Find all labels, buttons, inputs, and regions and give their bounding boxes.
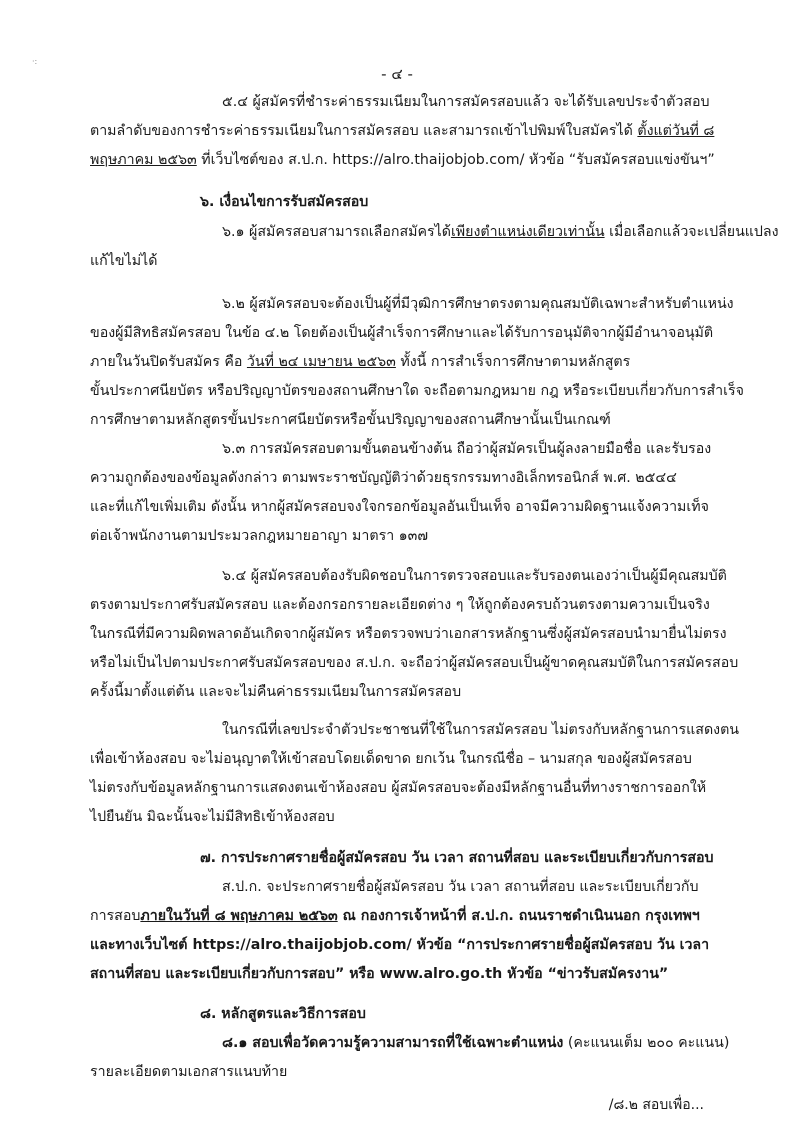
- s5-4-date-end: พฤษภาคม ๒๕๖๓: [90, 152, 197, 168]
- s7-line-2-b: ณ กองการเจ้าหน้าที่ ส.ป.ก. ถนนราชดำเนินนอก กรุงเทพฯ: [337, 908, 700, 924]
- s6-2-line-4: ขั้นประกาศนียบัตร หรือปริญญาบัตรของสถานศึกษาใด จะถือตามกฎหมาย กฎ หรือระเบียบเกี่ยวกับการสำเร็จ: [90, 383, 744, 399]
- s6-1-a: ๖.๑ ผู้สมัครสอบสามารถเลือกสมัครได้: [222, 224, 451, 240]
- s7-heading: ๗. การประกาศรายชื่อผู้สมัครสอบ วัน เวลา สถานที่สอบ และระเบียบเกี่ยวกับการสอบ: [200, 850, 714, 866]
- s6-5-line-1: ในกรณีที่เลขประจำตัวประชาชนที่ใช้ในการสมัครสอบ ไม่ตรงกับหลักฐานการแสดงตน: [222, 722, 740, 738]
- s6-heading: ๖. เงื่อนไขการรับสมัครสอบ: [200, 194, 369, 210]
- s6-3-line-2: ความถูกต้องของข้อมูลดังกล่าว ตามพระราชบัญญัติว่าด้วยธุรกรรมทางอิเล็กทรอนิกส์ พ.ศ. ๒๕๔๔: [90, 470, 677, 486]
- s7-line-2-a: การสอบ: [90, 908, 141, 924]
- s6-2-b: ทั้งนี้ การสำเร็จการศึกษาตามหลักสูตร: [395, 354, 631, 370]
- s6-1-b: เมื่อเลือกแล้วจะเปลี่ยนแปลง: [604, 224, 779, 240]
- s8-1-line-2: รายละเอียดตามเอกสารแนบท้าย: [90, 1064, 288, 1080]
- s6-4-line-5: ครั้งนี้มาตั้งแต่ต้น และจะไม่คืนค่าธรรมเนียมในการสมัครสอบ: [90, 684, 462, 700]
- s7-line-2: [90, 906, 700, 926]
- s5-4-line-3: [90, 150, 715, 170]
- s6-4-line-1: ๖.๔ ผู้สมัครสอบต้องรับผิดชอบในการตรวจสอบและรับรองตนเองว่าเป็นผู้มีคุณสมบัติ: [222, 568, 727, 584]
- s8-1-title: ๘.๑ สอบเพื่อวัดความรู้ความสามารถที่ใช้เฉพาะตำแหน่ง: [222, 1035, 564, 1051]
- s6-3-line-1: ๖.๓ การสมัครสอบตามขั้นตอนข้างต้น ถือว่าผู้สมัครเป็นผู้ลงลายมือชื่อ และรับรอง: [222, 441, 712, 457]
- s5-4-line-2: [90, 121, 714, 141]
- s6-4-line-2: ตรงตามประกาศรับสมัครสอบ และต้องกรอกรายละเอียดต่าง ๆ ให้ถูกต้องครบถ้วนตรงตามความเป็นจริง: [90, 597, 710, 613]
- s6-5-line-3: ไม่ตรงกับข้อมูลหลักฐานการแสดงตนเข้าห้องสอบ ผู้สมัครสอบจะต้องมีหลักฐานอื่นที่ทางราชการออกให้: [90, 780, 707, 796]
- margin-marks: ·:: [32, 57, 38, 66]
- s6-1-underlined: เพียงตำแหน่งเดียวเท่านั้น: [450, 224, 605, 240]
- s6-5-line-2: เพื่อเข้าห้องสอบ จะไม่อนุญาตให้เข้าสอบโดยเด็ดขาด ยกเว้น ในกรณีชื่อ – นามสกุล ของผู้สมัครสอบ: [90, 751, 692, 767]
- s6-2-deadline: วันที่ ๒๔ เมษายน ๒๕๖๓: [246, 354, 396, 370]
- s6-4-line-4: หรือไม่เป็นไปตามประกาศรับสมัครสอบของ ส.ป.ก. จะถือว่าผู้สมัครสอบเป็นผู้ขาดคุณสมบัติในการสมัครสอบ: [90, 655, 739, 671]
- page-number: - ๔ -: [381, 65, 413, 83]
- continued-ref: /๘.๒ สอบเพื่อ...: [608, 1097, 704, 1113]
- s6-4-line-3: ในกรณีที่มีความผิดพลาดอันเกิดจากผู้สมัคร หรือตรวจพบว่าเอกสารหลักฐานซึ่งผู้สมัครสอบนำมายื่นไม่ตรง: [90, 626, 727, 642]
- s7-line-4: สถานที่สอบ และระเบียบเกี่ยวกับการสอบ” หรือ www.alro.go.th หัวข้อ “ข่าวรับสมัครงาน”: [90, 966, 669, 982]
- s7-line-3: และทางเว็บไซต์ https://alro.thaijobjob.com/ หัวข้อ “การประกาศรายชื่อผู้สมัครสอบ วัน เวลา: [90, 937, 710, 953]
- s8-1-line-1: [222, 1033, 729, 1053]
- s6-3-line-3: และที่แก้ไขเพิ่มเติม ดังนั้น หากผู้สมัครสอบจงใจกรอกข้อมูลอันเป็นเท็จ อาจมีความผิดฐานแจ้งความเท็จ: [90, 499, 709, 515]
- s6-1-line-2: แก้ไขไม่ได้: [90, 253, 158, 269]
- s8-heading: ๘. หลักสูตรและวิธีการสอบ: [200, 1006, 366, 1022]
- s6-3-line-4: ต่อเจ้าพนักงานตามประมวลกฎหมายอาญา มาตรา ๑๓๗: [90, 528, 429, 544]
- s8-1-score: (คะแนนเต็ม ๒๐๐ คะแนน): [563, 1035, 730, 1051]
- s6-5-line-4: ไปยืนยัน มิฉะนั้นจะไม่มีสิทธิเข้าห้องสอบ: [90, 809, 335, 825]
- s5-4-date-start: ตั้งแต่วันที่ ๘: [637, 123, 715, 139]
- s6-2-a: ภายในวันปิดรับสมัคร คือ: [90, 354, 247, 370]
- s6-2-line-3: [90, 352, 630, 372]
- s5-4-line-3-text: ที่เว็บไซต์ของ ส.ป.ก. https://alro.thaijobjob.com/ หัวข้อ “รับสมัครสอบแข่งขันฯ”: [196, 152, 715, 168]
- s5-4-line-1: ๕.๔ ผู้สมัครที่ชำระค่าธรรมเนียมในการสมัครสอบแล้ว จะได้รับเลขประจำตัวสอบ: [222, 94, 710, 110]
- s5-4-line-2-text: ตามลำดับของการชำระค่าธรรมเนียมในการสมัครสอบ และสามารถเข้าไปพิมพ์ใบสมัครได้: [90, 123, 633, 139]
- s7-line-1: ส.ป.ก. จะประกาศรายชื่อผู้สมัครสอบ วัน เวลา สถานที่สอบ และระเบียบเกี่ยวกับ: [222, 879, 699, 895]
- s6-2-line-5: การศึกษาตามหลักสูตรขั้นประกาศนียบัตรหรือขั้นปริญญาของสถานศึกษานั้นเป็นเกณฑ์: [90, 412, 611, 428]
- s6-2-line-1: ๖.๒ ผู้สมัครสอบจะต้องเป็นผู้ที่มีวุฒิการศึกษาตรงตามคุณสมบัติเฉพาะสำหรับตำแหน่ง: [222, 296, 734, 312]
- s6-1-line-1: [222, 222, 779, 242]
- s6-2-line-2: ของผู้มีสิทธิสมัครสอบ ในข้อ ๔.๒ โดยต้องเป็นผู้สำเร็จการศึกษาและได้รับการอนุมัติจากผู้มีอำนาจอนุมัติ: [90, 325, 714, 341]
- s7-announce-date: ภายในวันที่ ๘ พฤษภาคม ๒๕๖๓: [140, 908, 338, 924]
